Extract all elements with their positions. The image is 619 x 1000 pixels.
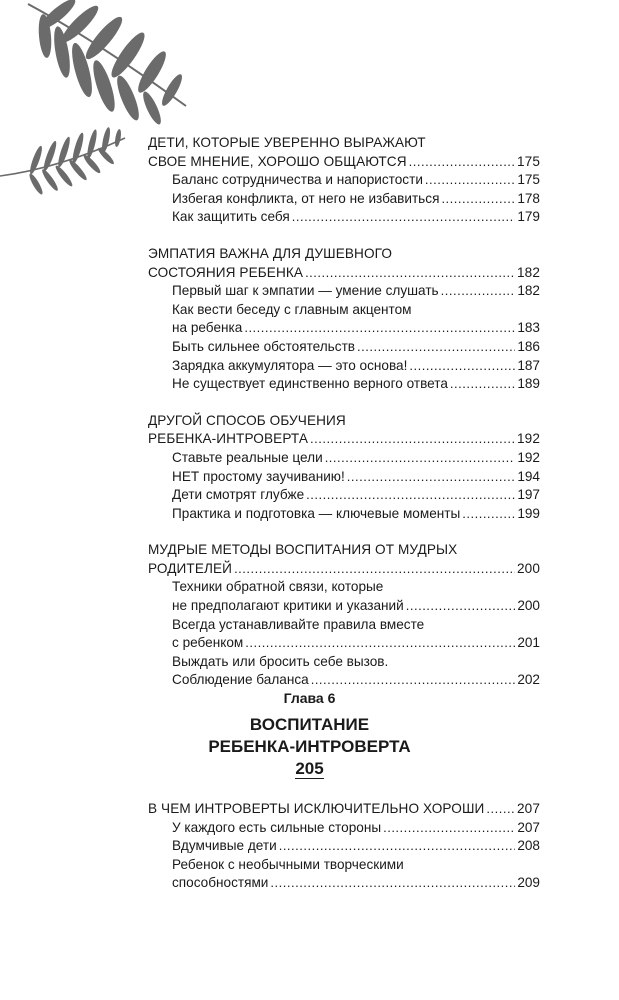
leader-dots — [409, 357, 515, 376]
toc-section — [148, 800, 540, 893]
page-number: 182 — [517, 283, 540, 299]
leader-dots — [311, 671, 516, 690]
toc-entry[interactable] — [148, 208, 540, 227]
entry-title: Не существует единственно верного ответа — [172, 376, 448, 392]
entry-title: Ставьте реальные цели — [172, 449, 323, 465]
page-number: 208 — [517, 838, 540, 854]
chapter-page-number: 205 — [295, 759, 324, 778]
entry-title: Первый шаг к эмпатии — умение слушать — [172, 283, 439, 299]
toc-section — [148, 541, 540, 690]
entry-title: Вдумчивые дети — [172, 838, 277, 854]
toc-entry[interactable] — [148, 338, 540, 357]
toc-entry[interactable] — [148, 319, 540, 338]
page-number: 183 — [517, 320, 540, 336]
page-number: 179 — [517, 209, 540, 225]
section-title-entry[interactable] — [148, 800, 540, 819]
section-title-entry[interactable] — [148, 264, 540, 283]
page-number: 187 — [517, 357, 540, 373]
leader-dots — [441, 282, 516, 301]
entry-title[interactable]: Как вести беседу с главным акцентом — [172, 301, 412, 317]
toc-entry[interactable] — [148, 837, 540, 856]
page-number: 189 — [517, 376, 540, 392]
page-number: 178 — [517, 190, 540, 206]
entry-title: Зарядка аккумулятора — это основа! — [172, 357, 408, 373]
chapter-heading[interactable] — [0, 714, 619, 780]
page-number: 200 — [517, 560, 540, 576]
chapter-title-line: ВОСПИТАНИЕ — [249, 715, 370, 734]
leader-dots — [306, 486, 515, 505]
section-title[interactable]: ДРУГОЙ СПОСОБ ОБУЧЕНИЯ — [148, 412, 346, 428]
leader-dots — [305, 264, 515, 283]
chapter-title-line: РЕБЕНКА-ИНТРОВЕРТА — [208, 737, 411, 756]
entry-title[interactable]: Техники обратной связи, которые — [172, 579, 384, 595]
toc-entry[interactable] — [148, 375, 540, 394]
section-title-entry[interactable] — [148, 430, 540, 449]
toc-section — [148, 134, 540, 227]
page-number: 192 — [517, 449, 540, 465]
entry-title: Соблюдение баланса — [172, 672, 309, 688]
toc-entry[interactable] — [148, 190, 540, 209]
toc-entry[interactable] — [148, 486, 540, 505]
page-number: 200 — [517, 598, 540, 614]
page-number: 194 — [517, 468, 540, 484]
entry-title: не предполагают критики и указаний — [172, 598, 404, 614]
toc-entry[interactable] — [148, 505, 540, 524]
leader-dots — [292, 208, 516, 227]
toc-entry[interactable] — [148, 597, 540, 616]
toc-entry[interactable] — [148, 634, 540, 653]
toc-section — [148, 412, 540, 524]
page-number: 201 — [517, 635, 540, 651]
entry-title[interactable]: Всегда устанавливайте правила вместе — [172, 616, 425, 632]
page-number: 209 — [517, 875, 540, 891]
toc-entry[interactable] — [148, 671, 540, 690]
entry-title: Как защитить себя — [172, 209, 290, 225]
page-number: 207 — [517, 801, 540, 816]
leader-dots — [441, 190, 515, 209]
leader-dots — [357, 338, 515, 357]
leader-dots — [425, 171, 515, 190]
section-title[interactable]: МУДРЫЕ МЕТОДЫ ВОСПИТАНИЯ ОТ МУДРЫХ — [148, 542, 458, 558]
entry-title: на ребенка — [172, 320, 243, 336]
table-of-contents — [148, 800, 540, 911]
entry-title: Избегая конфликта, от него не избавиться — [172, 190, 440, 206]
leader-dots — [310, 430, 515, 449]
section-title: СОСТОЯНИЯ РЕБЕНКА — [148, 264, 304, 280]
section-title-entry[interactable] — [148, 153, 540, 172]
entry-title: Баланс сотрудничества и напористости — [172, 172, 423, 188]
toc-section — [148, 245, 540, 394]
entry-title[interactable]: Ребенок с необычными творческими — [172, 856, 404, 872]
section-title: РОДИТЕЛЕЙ — [148, 560, 233, 576]
page-number: 182 — [517, 264, 540, 280]
entry-title: Быть сильнее обстоятельств — [172, 338, 356, 354]
table-of-contents — [148, 134, 540, 708]
leader-dots — [462, 505, 515, 524]
page-number: 175 — [517, 172, 540, 188]
section-title-entry[interactable] — [148, 560, 540, 579]
toc-entry[interactable] — [148, 171, 540, 190]
section-title[interactable]: ДЕТИ, КОТОРЫЕ УВЕРЕННО ВЫРАЖАЮТ — [148, 135, 426, 150]
leader-dots — [383, 819, 515, 838]
leader-dots — [244, 319, 515, 338]
toc-entry[interactable] — [148, 282, 540, 301]
leader-dots — [234, 560, 515, 579]
entry-title: НЕТ простому заучиванию! — [172, 468, 345, 484]
section-title: СВОЕ МНЕНИЕ, ХОРОШО ОБЩАЮТСЯ — [148, 153, 407, 169]
page-number: 192 — [517, 431, 540, 447]
section-title: В ЧЕМ ИНТРОВЕРТЫ ИСКЛЮЧИТЕЛЬНО ХОРОШИ — [148, 801, 485, 816]
toc-entry[interactable] — [148, 468, 540, 487]
page-number: 207 — [517, 819, 540, 835]
toc-entry[interactable] — [148, 449, 540, 468]
leader-dots — [486, 800, 515, 819]
toc-entry[interactable] — [148, 819, 540, 838]
leader-dots — [245, 634, 515, 653]
section-title: РЕБЕНКА-ИНТРОВЕРТА — [148, 431, 308, 447]
entry-title[interactable]: Выждать или бросить себе вызов. — [172, 653, 389, 669]
chapter-label: Глава 6 — [283, 690, 336, 706]
entry-title: способностями — [172, 875, 269, 891]
entry-title: с ребенком — [172, 635, 244, 651]
toc-entry[interactable] — [148, 874, 540, 893]
leader-dots — [409, 153, 515, 172]
leader-dots — [325, 449, 516, 468]
entry-title: Дети смотрят глубже — [172, 487, 305, 503]
page-number: 199 — [517, 505, 540, 521]
entry-title: Практика и подготовка — ключевые моменты — [172, 505, 461, 521]
page-number: 186 — [517, 338, 540, 354]
leader-dots — [450, 375, 515, 394]
leader-dots — [406, 597, 516, 616]
section-title[interactable]: ЭМПАТИЯ ВАЖНА ДЛЯ ДУШЕВНОГО — [148, 245, 393, 261]
page-number: 175 — [517, 153, 540, 169]
page-number: 202 — [517, 672, 540, 688]
leader-dots — [270, 874, 515, 893]
page-number: 197 — [517, 487, 540, 503]
leader-dots — [279, 837, 516, 856]
entry-title: У каждого есть сильные стороны — [172, 819, 382, 835]
leader-dots — [347, 468, 516, 487]
toc-entry[interactable] — [148, 357, 540, 376]
